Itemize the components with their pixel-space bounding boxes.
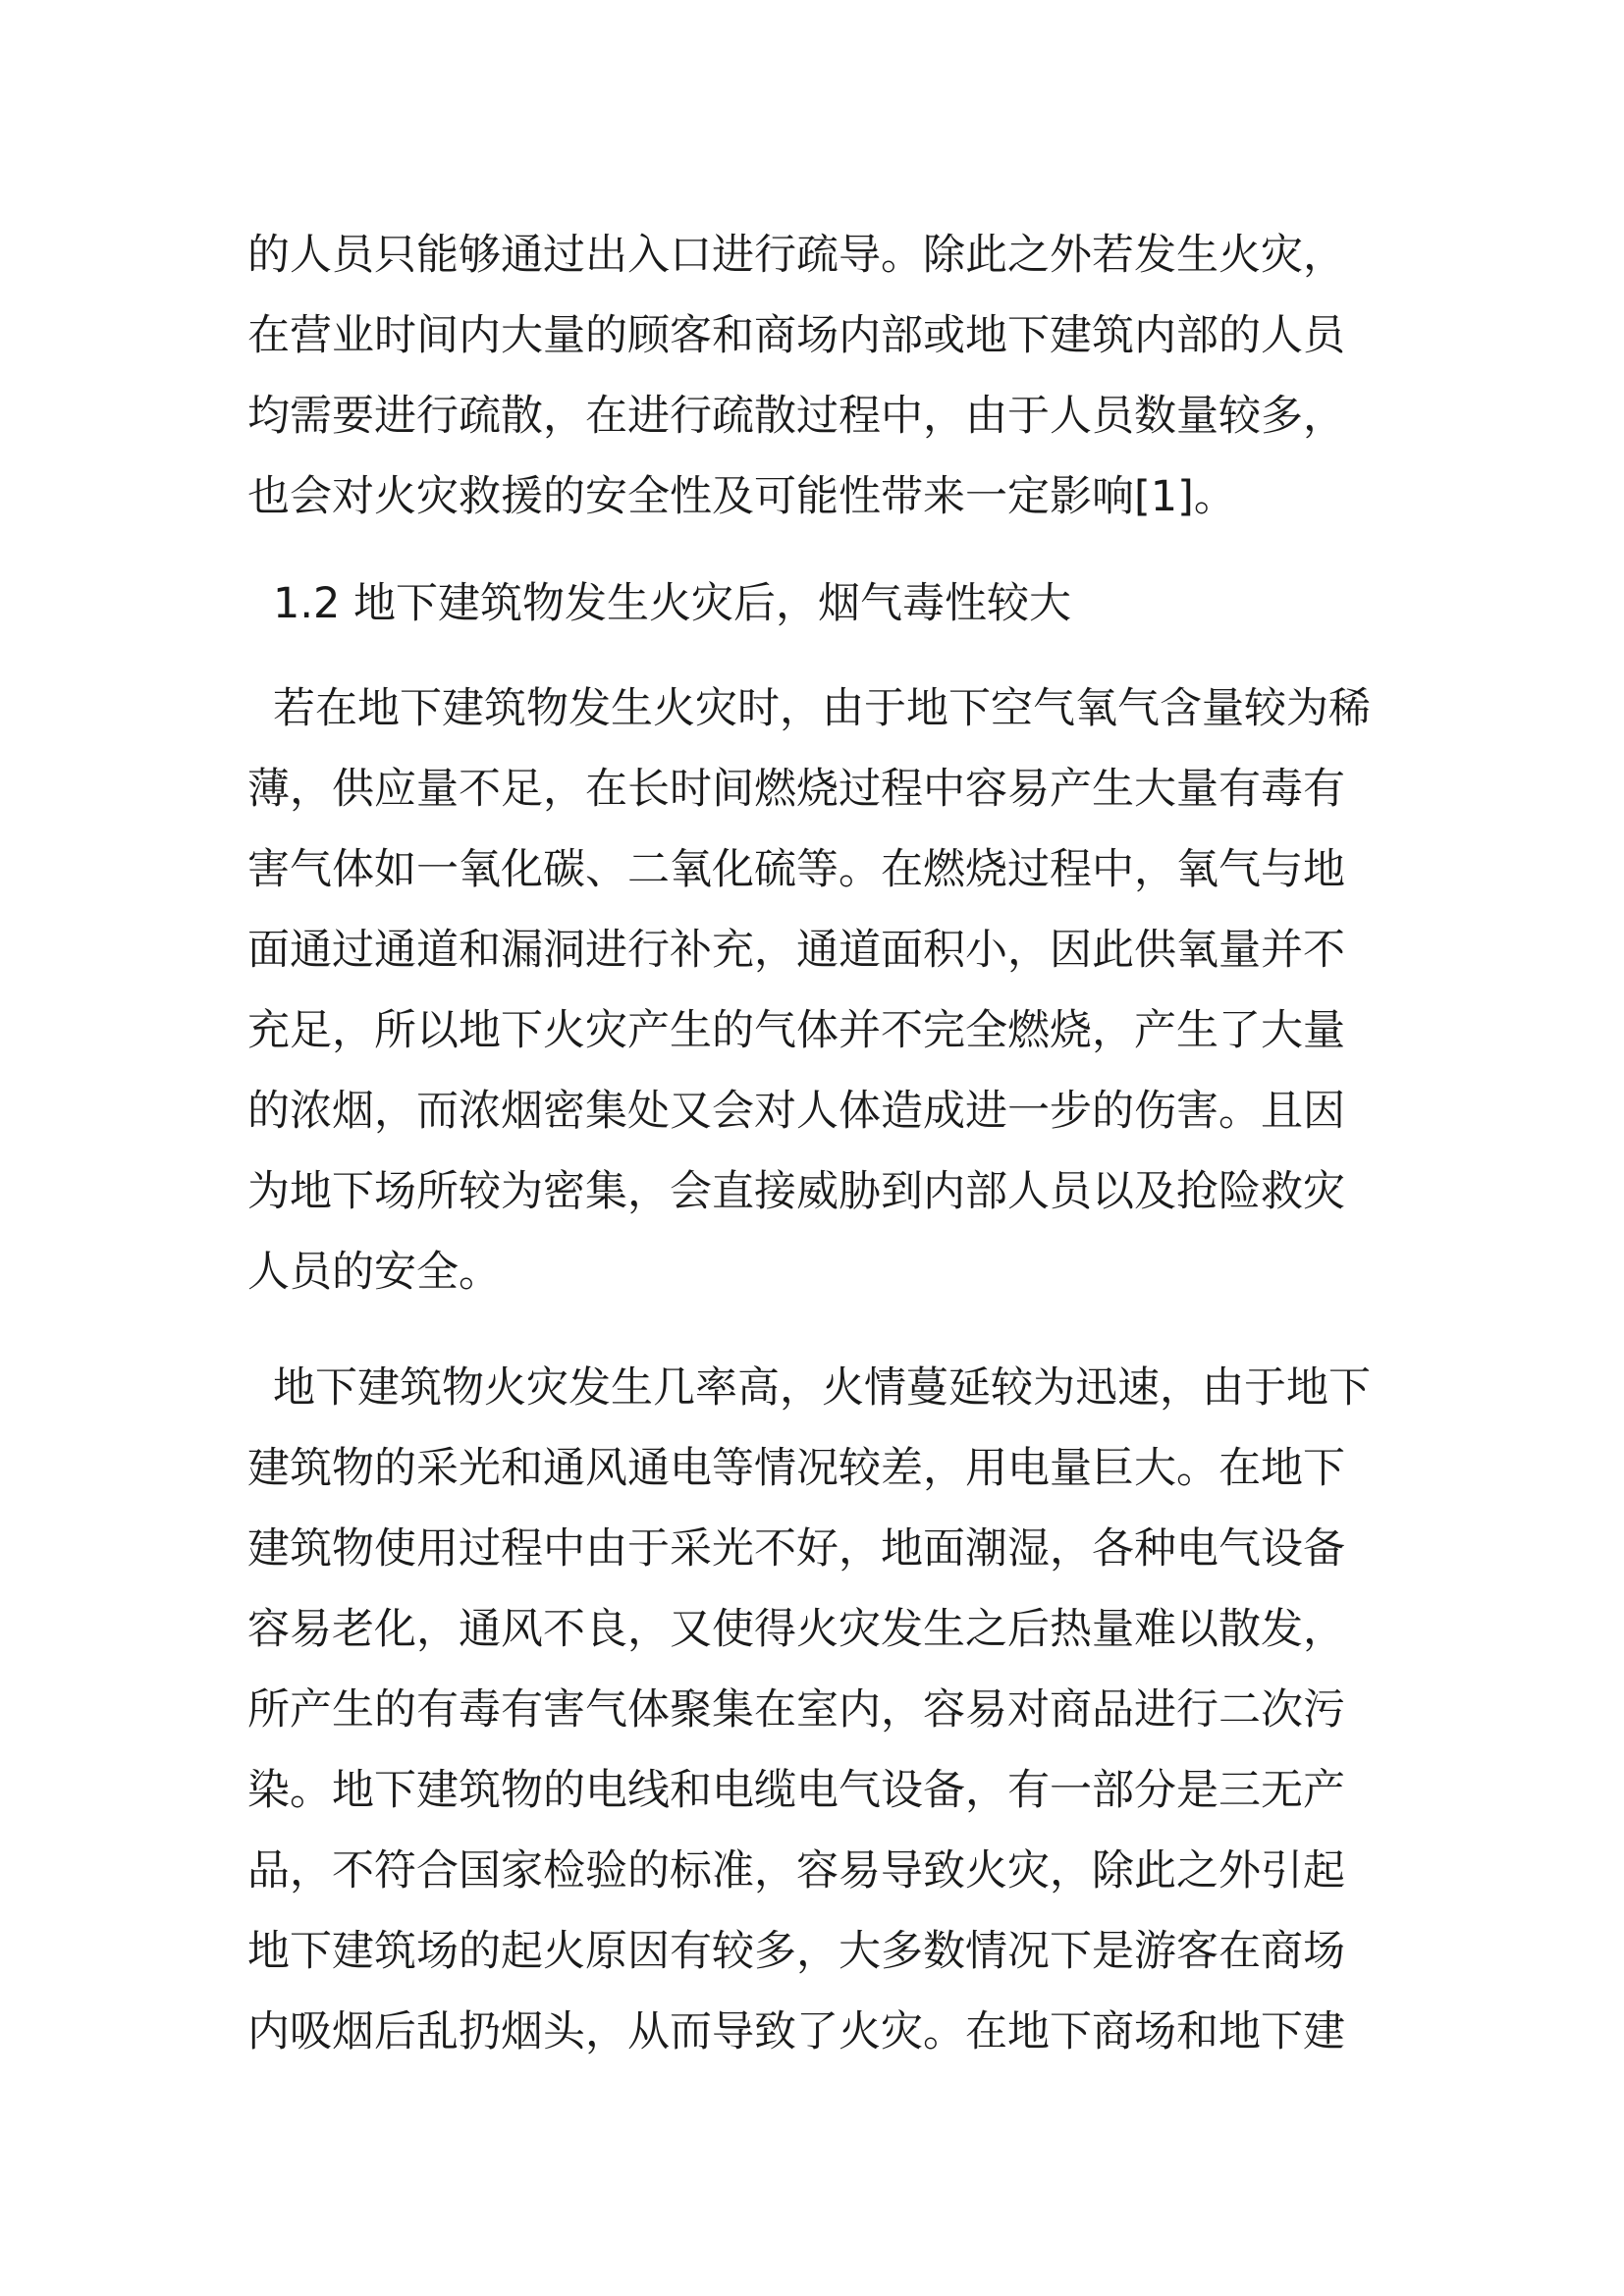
paragraph-2-line-1: 若在地下建筑物发生火灾时，由于地下空气氧气含量较为稀 <box>273 684 1371 733</box>
paragraph-1-line-4: 也会对火灾救援的安全性及可能性带来一定影响[1]。 <box>247 472 1236 521</box>
paragraph-1-line-2: 在营业时间内大量的顾客和商场内部或地下建筑内部的人员 <box>247 311 1345 360</box>
paragraph-3-line-5: 所产生的有毒有害气体聚集在室内，容易对商品进行二次污 <box>247 1685 1345 1735</box>
paragraph-2-line-8: 人员的安全。 <box>247 1248 501 1297</box>
paragraph-3-line-1: 地下建筑物火灾发生几率高，火情蔓延较为迅速，由于地下 <box>273 1363 1371 1413</box>
paragraph-3-line-6: 染。地下建筑物的电线和电缆电气设备，有一部分是三无产 <box>247 1766 1345 1815</box>
section-heading: 1.2 地下建筑物发生火灾后，烟气毒性较大 <box>273 579 1072 628</box>
paragraph-3-line-8: 地下建筑场的起火原因有较多，大多数情况下是游客在商场 <box>247 1927 1345 1976</box>
paragraph-2-line-2: 薄，供应量不足，在长时间燃烧过程中容易产生大量有毒有 <box>247 765 1345 814</box>
paragraph-1-line-1: 的人员只能够通过出入口进行疏导。除此之外若发生火灾， <box>247 231 1345 280</box>
paragraph-3-line-7: 品，不符合国家检验的标准，容易导致火灾，除此之外引起 <box>247 1846 1345 1896</box>
paragraph-3-line-4: 容易老化，通风不良，又使得火灾发生之后热量难以散发， <box>247 1605 1345 1654</box>
paragraph-1-line-3: 均需要进行疏散，在进行疏散过程中，由于人员数量较多， <box>247 392 1345 441</box>
paragraph-2-line-6: 的浓烟，而浓烟密集处又会对人体造成进一步的伤害。且因 <box>247 1087 1345 1136</box>
paragraph-2-line-4: 面通过通道和漏洞进行补充，通道面积小，因此供氧量并不 <box>247 926 1345 975</box>
paragraph-2-line-7: 为地下场所较为密集，会直接威胁到内部人员以及抢险救灾 <box>247 1167 1345 1216</box>
paragraph-3-line-2: 建筑物的采光和通风通电等情况较差，用电量巨大。在地下 <box>247 1444 1345 1493</box>
paragraph-3-line-3: 建筑物使用过程中由于采光不好，地面潮湿，各种电气设备 <box>247 1524 1345 1574</box>
paragraph-2-line-5: 充足，所以地下火灾产生的气体并不完全燃烧，产生了大量 <box>247 1006 1345 1055</box>
paragraph-2-line-3: 害气体如一氧化碳、二氧化硫等。在燃烧过程中，氧气与地 <box>247 845 1345 894</box>
paragraph-3-line-9: 内吸烟后乱扔烟头，从而导致了火灾。在地下商场和地下建 <box>247 2007 1345 2056</box>
